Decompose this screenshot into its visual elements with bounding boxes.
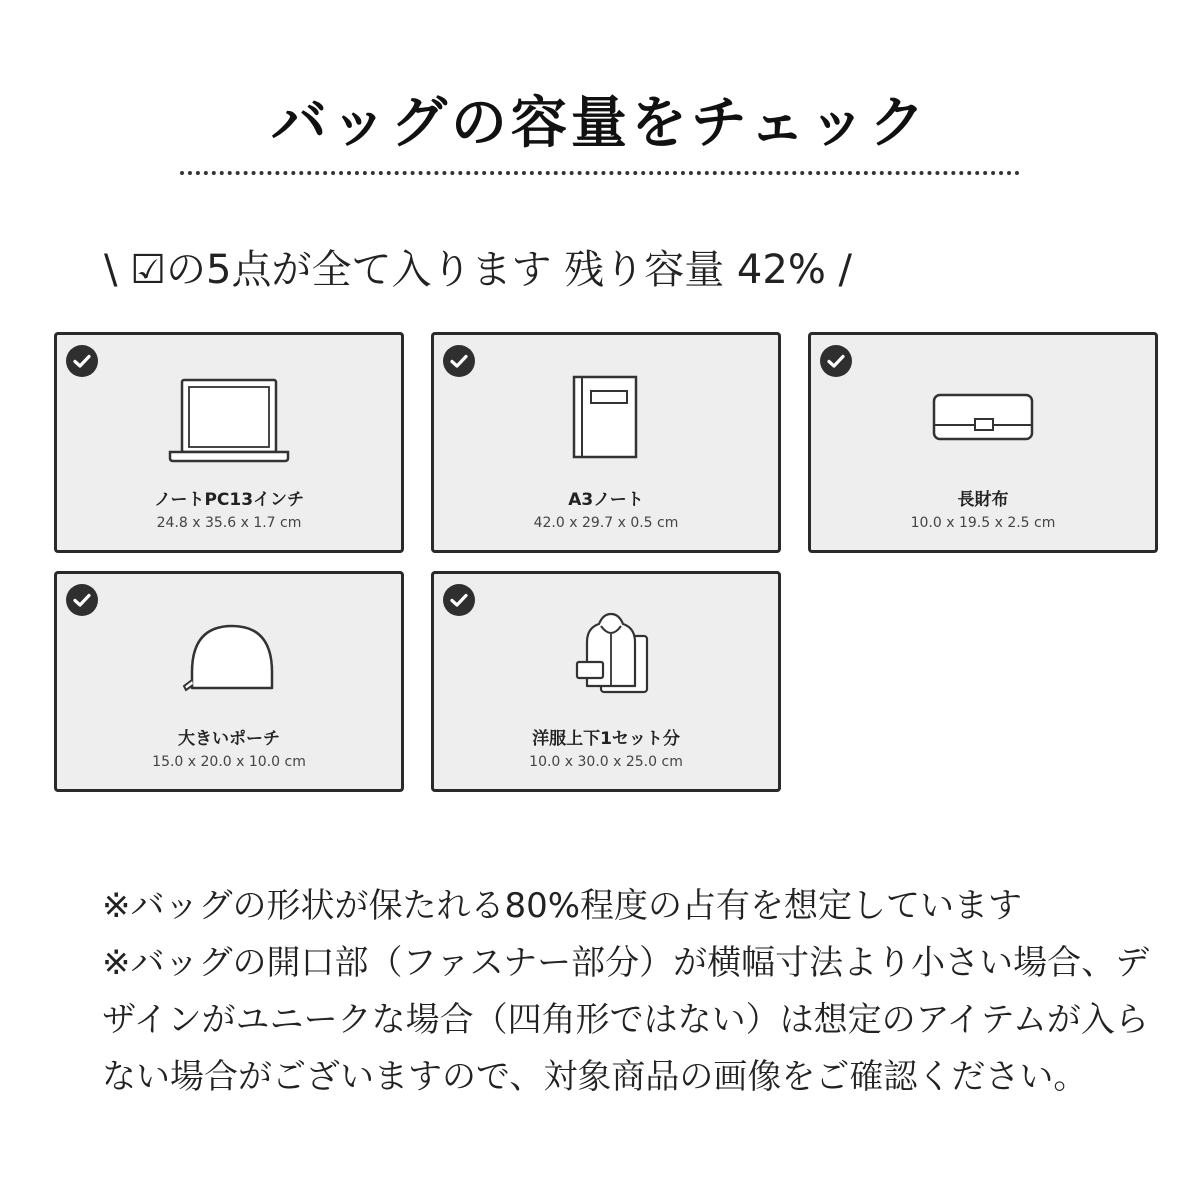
notes bbox=[102, 878, 1162, 1106]
item-card-notebook bbox=[431, 332, 781, 553]
page-title: バッグの容量をチェック bbox=[270, 91, 930, 156]
wallet-icon bbox=[811, 367, 1155, 477]
title-divider bbox=[180, 171, 1020, 175]
notebook-icon bbox=[434, 367, 778, 477]
laptop-icon bbox=[57, 367, 401, 477]
item-card-wallet bbox=[808, 332, 1158, 553]
note-occupancy: ※バッグの形状が保たれる80%程度の占有を想定しています bbox=[102, 886, 1023, 926]
capacity-summary: \ ☑の5点が全て入ります 残り容量 42% / bbox=[104, 247, 853, 293]
item-card-pouch bbox=[54, 571, 404, 792]
note-opening: ※バッグの開口部（ファスナー部分）が横幅寸法より小さい場合、デザインがユニークな場合（四角形ではない）は想定のアイテムが入らない場合がございますので、対象商品の画像をご確認ください。 bbox=[102, 943, 1150, 1097]
item-dimensions: 15.0 x 20.0 x 10.0 cm bbox=[152, 754, 306, 770]
item-dimensions: 10.0 x 30.0 x 25.0 cm bbox=[529, 754, 683, 770]
item-name: 洋服上下1セット分 bbox=[532, 729, 680, 749]
item-dimensions: 10.0 x 19.5 x 2.5 cm bbox=[910, 515, 1056, 531]
item-card-laptop bbox=[54, 332, 404, 553]
item-dimensions: 24.8 x 35.6 x 1.7 cm bbox=[156, 515, 302, 531]
item-name: 大きいポーチ bbox=[178, 729, 280, 749]
item-card-clothes bbox=[431, 571, 781, 792]
item-name: 長財布 bbox=[957, 490, 1009, 510]
item-name: ノートPC13インチ bbox=[153, 490, 305, 510]
clothes-icon bbox=[434, 606, 778, 716]
item-dimensions: 42.0 x 29.7 x 0.5 cm bbox=[533, 515, 679, 531]
pouch-icon bbox=[57, 606, 401, 716]
item-name: A3ノート bbox=[568, 490, 644, 510]
